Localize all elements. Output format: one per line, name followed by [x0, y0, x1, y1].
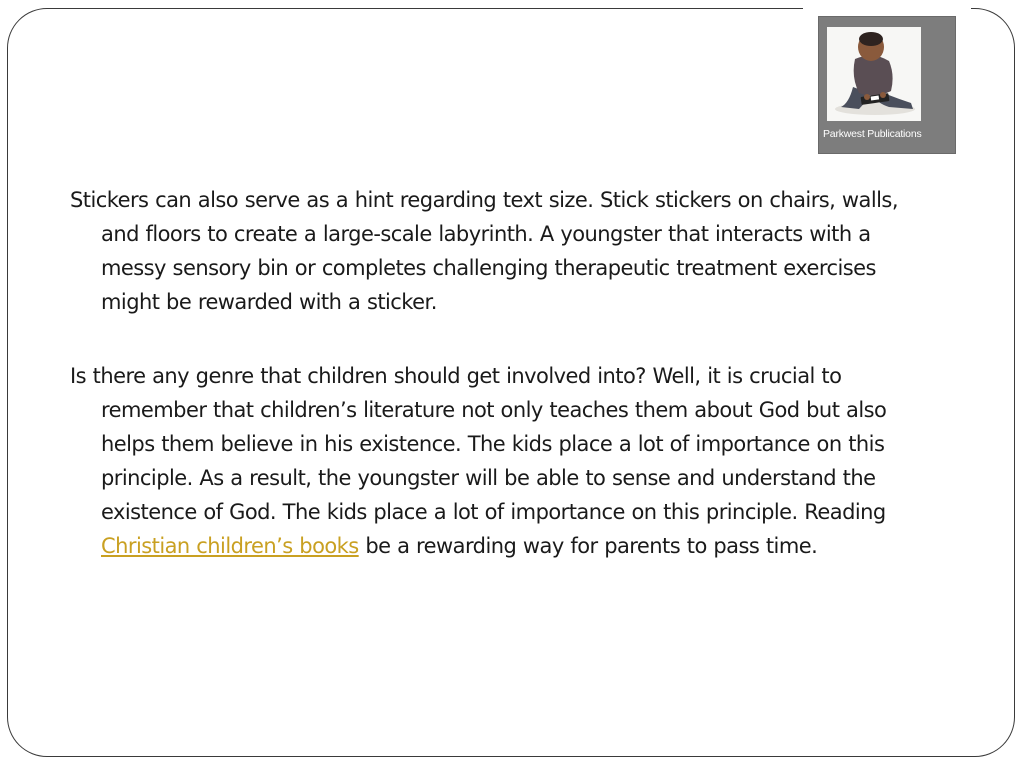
christian-childrens-books-link[interactable]: Christian children’s books [101, 534, 359, 558]
paragraph-genre-text: Is there any genre that children should get involved into? Well, it is crucial to remember that children’s literature not only teaches them about God but also helps them believe in his existence. The kids place a lot of importance on this principle. As a result, the youngster will be able to sense and understand the existence of God. The kids place a lot of importance on this principle. Reading [70, 364, 887, 524]
paragraph-stickers: Stickers can also serve as a hint regarding text size. Stick stickers on chairs, walls, and floors to create a large-scale labyrinth. A youngster that interacts with a messy sensory bin or completes challenging therapeutic treatment exercises might be rewarded with a sticker. [70, 188, 898, 314]
paragraph-genre-ending: be a rewarding way for parents to pass time. [358, 534, 818, 558]
publisher-logo [818, 16, 956, 154]
logo-notch [803, 0, 971, 14]
slide-content [70, 183, 940, 563]
paragraph-genre [70, 359, 940, 563]
logo-caption: Parkwest Publications [823, 128, 922, 140]
